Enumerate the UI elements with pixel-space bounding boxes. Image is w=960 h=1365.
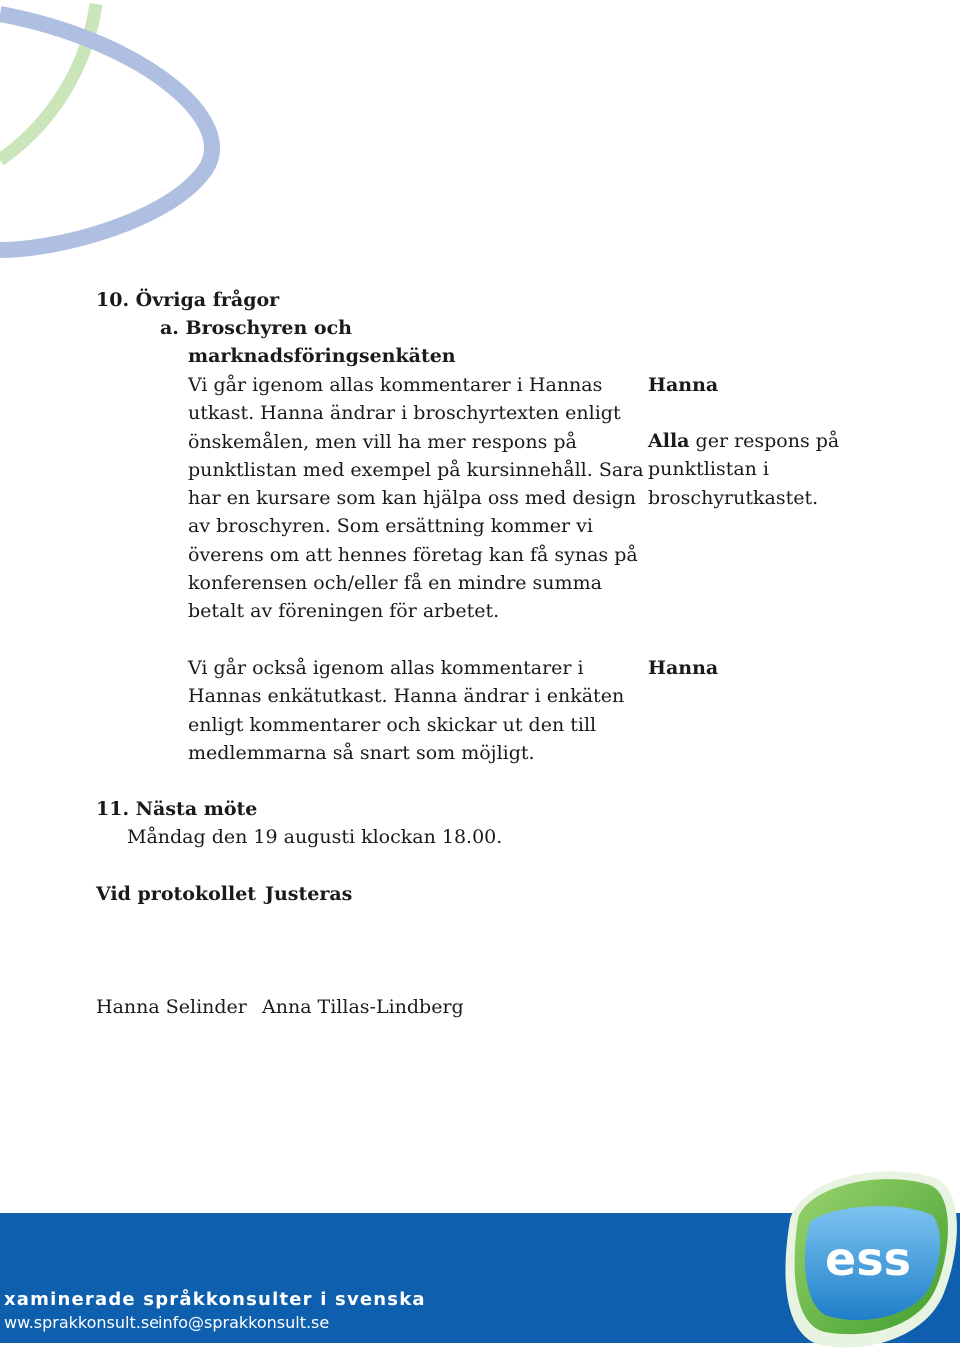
responsible-alla-note [648, 427, 839, 512]
section-10a-title-line1: a. Broschyren och [160, 317, 352, 339]
footer-tagline: xaminerade språkkonsulter i svenska [4, 1289, 426, 1310]
paragraph-line: betalt av föreningen för arbetet. [188, 600, 500, 623]
paragraph-line: Vi går igenom allas kommentarer i Hannas [188, 374, 603, 396]
paragraph-line: önskemålen, men vill ha mer respons på [188, 430, 577, 453]
paragraph-line: konferensen och/eller få en mindre summa [188, 572, 602, 595]
footer-email-link[interactable]: info@sprakkonsult.se [158, 1313, 330, 1332]
section-11-heading: 11. Nästa möte [96, 798, 258, 820]
responsible-hanna-2: Hanna [648, 657, 719, 679]
paragraph-line: Hannas enkätutkast. Hanna ändrar i enkäten [188, 685, 625, 708]
next-meeting-date: Måndag den 19 augusti klockan 18.00. [127, 826, 503, 848]
note-line: punktlistan i [648, 458, 770, 481]
paragraph-line: utkast. Hanna ändrar i broschyrtexten enligt [188, 402, 621, 425]
signature-name-recorder: Hanna Selinder [96, 996, 247, 1018]
footer-website-link[interactable]: ww.sprakkonsult.se [4, 1313, 160, 1332]
paragraph-line: Vi går också igenom allas kommentarer i [188, 657, 584, 679]
responsible-hanna-1: Hanna [648, 374, 719, 396]
ess-logo [760, 1160, 960, 1365]
paragraph-line: enligt kommentarer och skickar ut den till [188, 713, 597, 736]
signature-label-adjuster: Justeras [265, 883, 353, 905]
paragraph-line: punktlistan med exempel på kursinnehåll. Sara [188, 458, 644, 481]
section-10a-paragraph-1 [188, 371, 644, 626]
section-10-heading: 10. Övriga frågor [96, 289, 280, 311]
signature-label-recorder: Vid protokollet [96, 883, 257, 905]
note-line: ger respons på [689, 430, 840, 452]
ess-logo-text: ess [825, 1232, 911, 1286]
paragraph-line: överens om att hennes företag kan få synas på [188, 543, 638, 566]
note-line: broschyrutkastet. [648, 486, 819, 509]
responsible-alla: Alla [648, 430, 690, 452]
paragraph-line: av broschyren. Som ersättning kommer vi [188, 515, 593, 538]
section-10a-paragraph-2 [188, 654, 624, 767]
signature-name-adjuster: Anna Tillas-Lindberg [262, 996, 464, 1018]
paragraph-line: har en kursare som kan hjälpa oss med design [188, 487, 636, 510]
decorative-arcs-logo [0, 0, 240, 270]
section-10a-title-line2: marknadsföringsenkäten [188, 345, 456, 367]
paragraph-line: medlemmarna så snart som möjligt. [188, 741, 535, 764]
